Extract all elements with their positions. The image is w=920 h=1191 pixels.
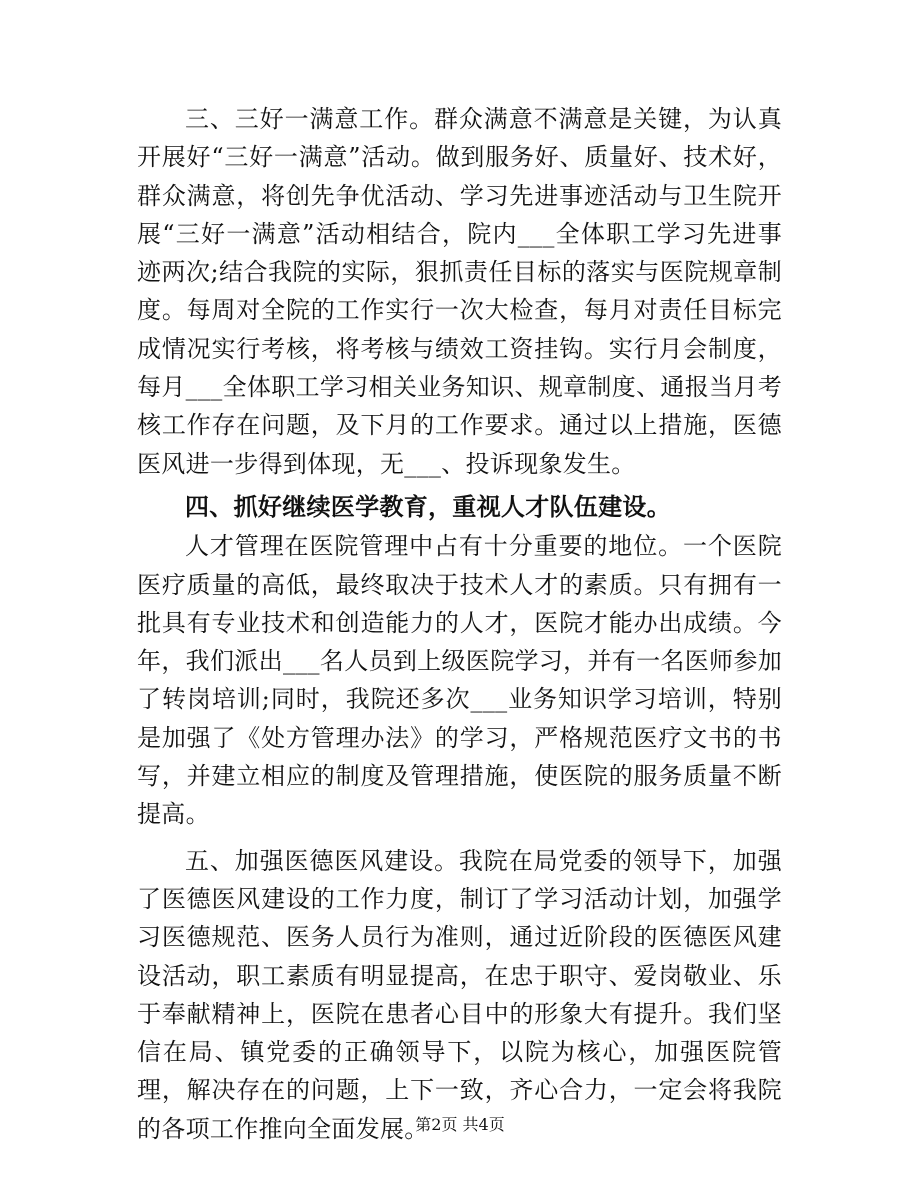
paragraph-talent-management: 人才管理在医院管理中占有十分重要的地位。一个医院医疗质量的高低，最终取决于技术人才的素质。只有拥有一批具有专业技术和创造能力的人才，医院才能办出成绩。今年，我们派出___名人员到上级医院学习，并有一名医师参加了转岗培训;同时，我院还多次___业务知识学习培训，特别是加强了《处方管理办法》的学习，严格规范医疗文书的书写，并建立相应的制度及管理措施，使医院的服务质量不断提高。: [137, 532, 782, 829]
paragraph-three-good-one-satisfied: 三、三好一满意工作。群众满意不满意是关键，为认真开展好“三好一满意”活动。做到服务好、质量好、技术好，群众满意，将创先争优活动、学习先进事迹活动与卫生院开展“三好一满意”活动相结合，院内___全体职工学习先进事迹两次;结合我院的实际，狠抓责任目标的落实与医院规章制度。每周对全院的工作实行一次大检查，每月对责任目标完成情况实行考核，将考核与绩效工资挂钩。实行月会制度，每月___全体职工学习相关业务知识、规章制度、通报当月考核工作存在问题，及下月的工作要求。通过以上措施，医德医风进一步得到体现，无___、投诉现象发生。: [137, 105, 782, 478]
document-body: [137, 100, 782, 1148]
section-heading-continuing-education: 四、抓好继续医学教育，重视人才队伍建设。: [185, 492, 671, 521]
paragraph-medical-ethics: 五、加强医德医风建设。我院在局党委的领导下，加强了医德医风建设的工作力度，制订了学习活动计划，加强学习医德规范、医务人员行为准则，通过近阶段的医德医风建设活动，职工素质有明显提高，在忠于职守、爱岗敬业、乐于奉献精神上，医院在患者心目中的形象大有提升。我们坚信在局、镇党委的正确领导下，以院为核心，加强医院管理，解决存在的问题，上下一致，齐心合力，一定会将我院的各项工作推向全面发展。: [137, 846, 782, 1143]
page-number-footer: 第2页 共4页: [415, 1115, 505, 1134]
